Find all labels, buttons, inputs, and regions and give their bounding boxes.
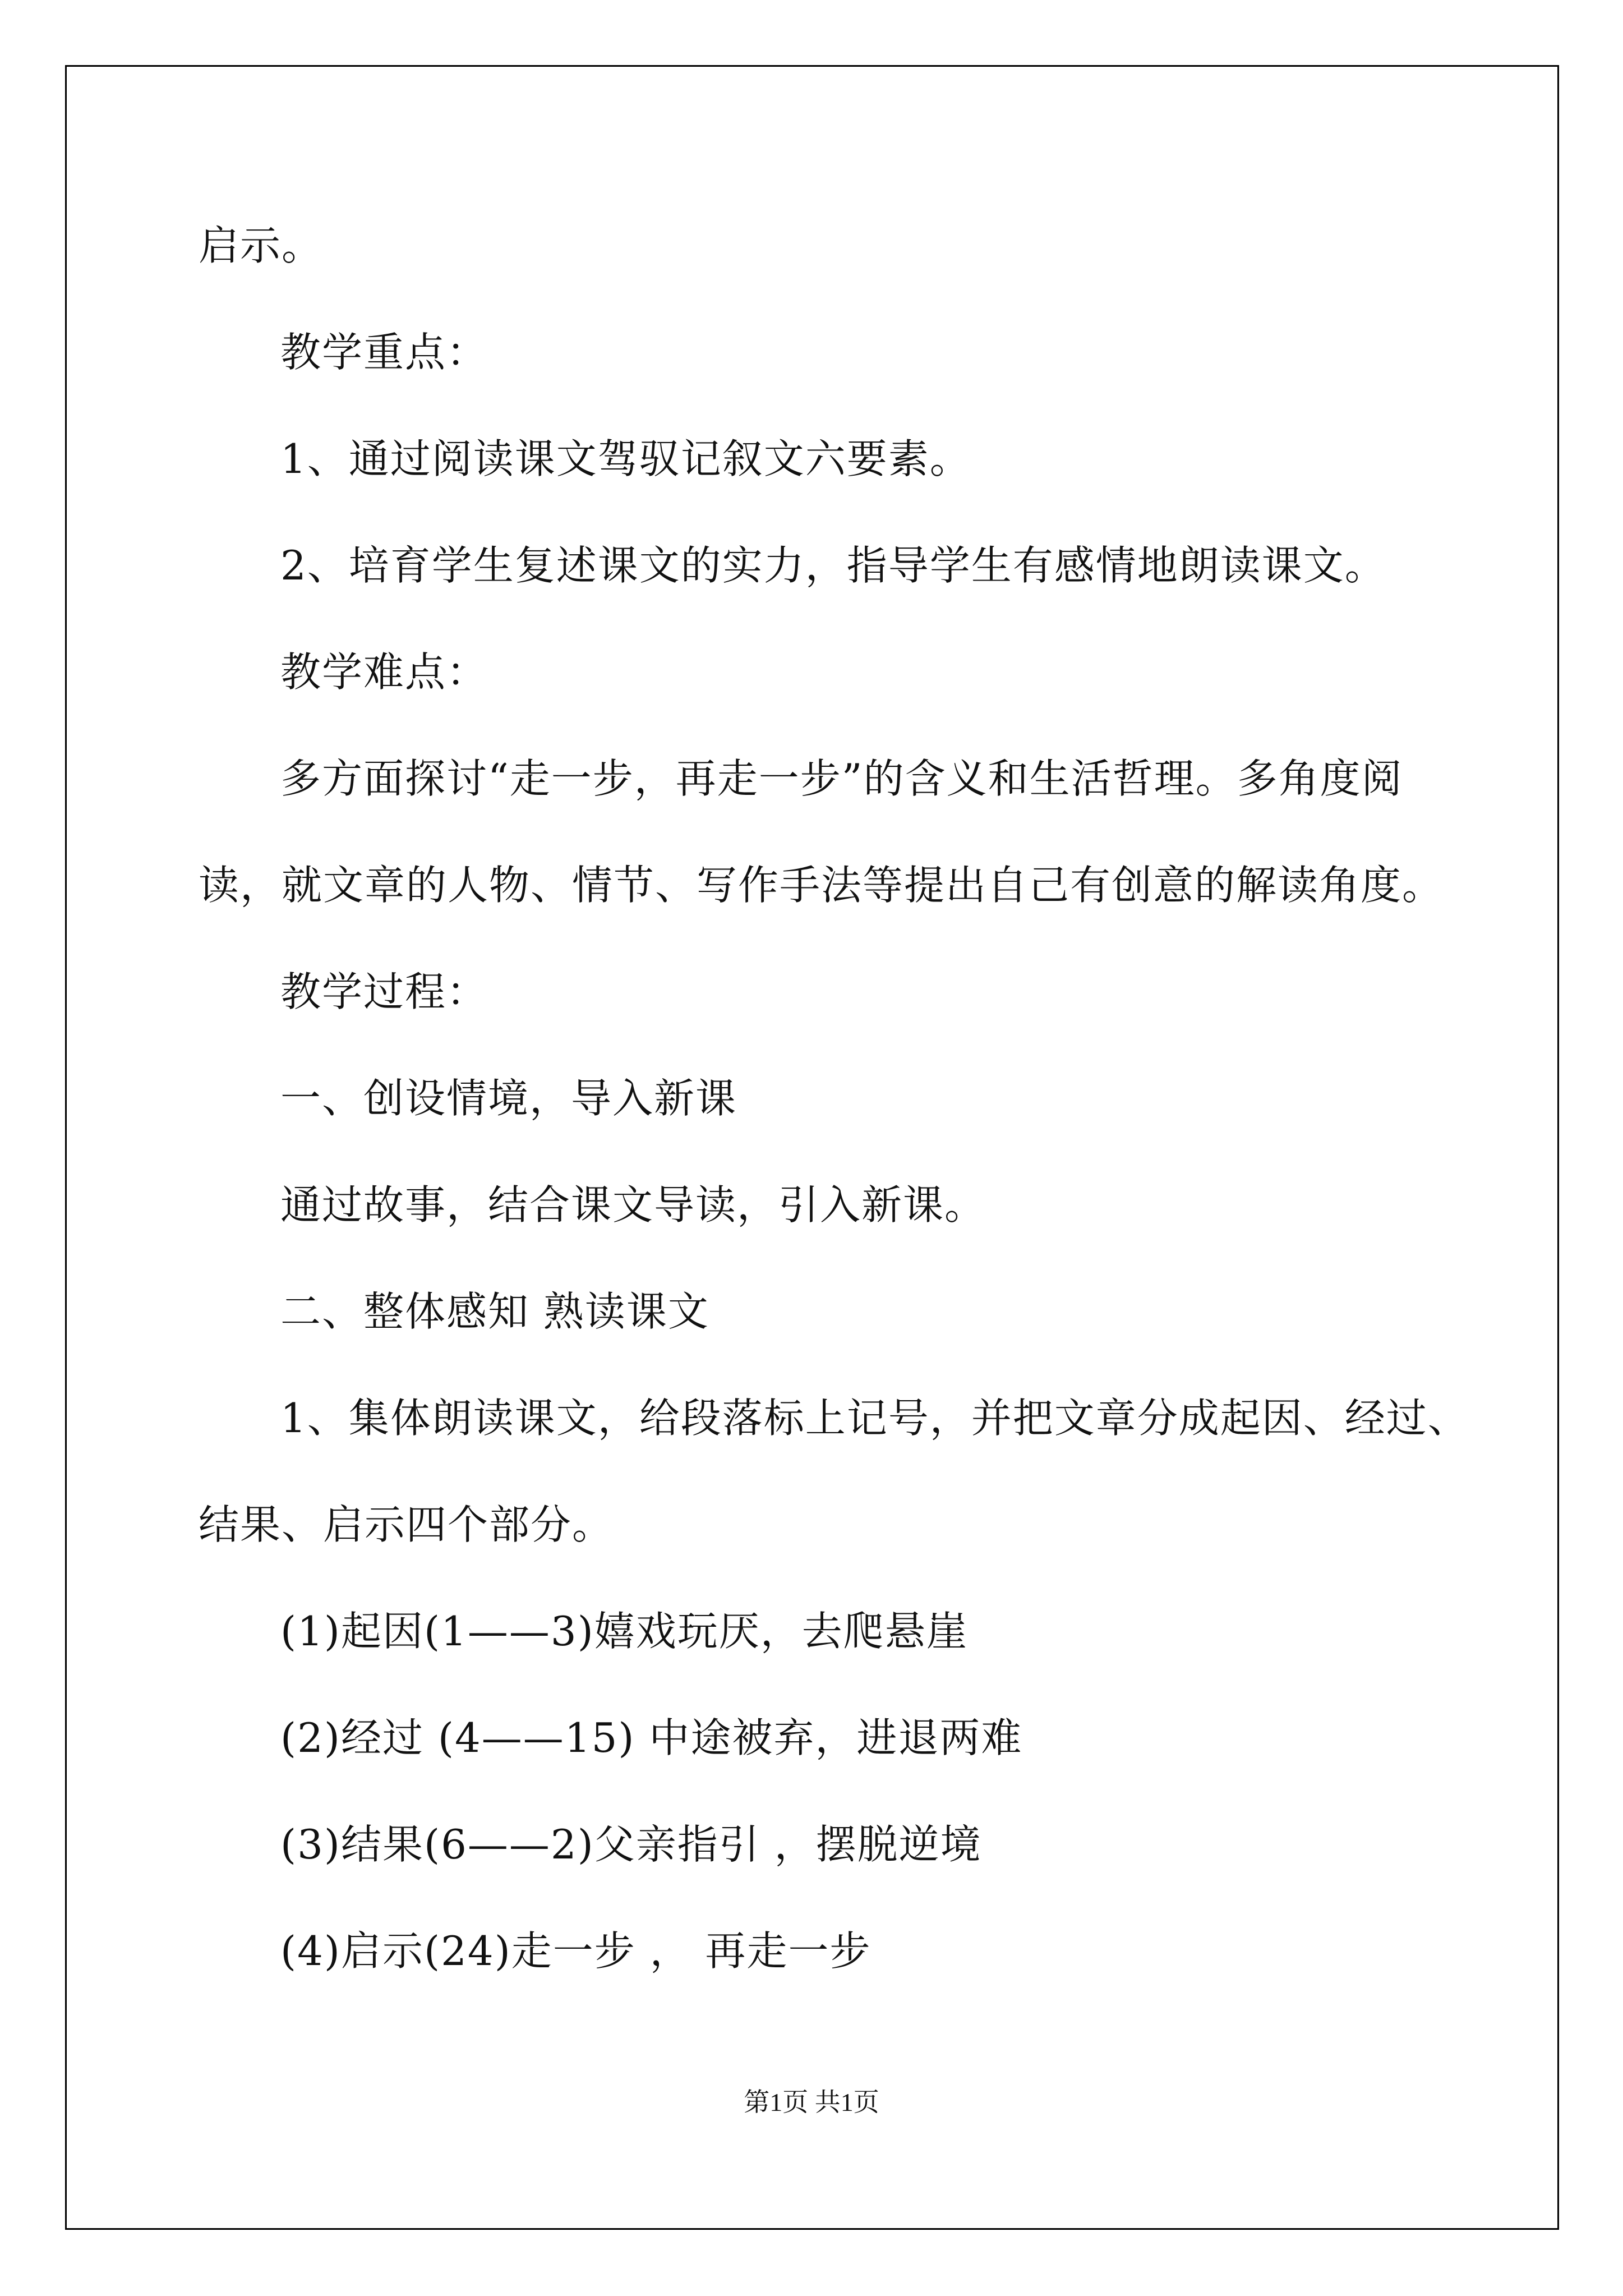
text-line: (4)启示(24)走一步 ， 再走一步 [280,1927,872,1975]
text-line: 二、整体感知 熟读课文 [280,1288,709,1335]
text-line: 1、集体朗读课文，给段落标上记号，并把文章分成起因、经过、 [280,1395,1469,1442]
page-number-footer: 第1页 共1页 [744,2088,879,2116]
text-line: (1)起因(1——3)嬉戏玩厌，去爬悬崖 [280,1608,968,1655]
text-line: (3)结果(6——2)父亲指引 ，摆脱逆境 [280,1821,982,1868]
text-line: 教学过程： [280,968,488,1015]
text-line: 启示。 [199,222,324,269]
text-line: (2)经过 (4——15) 中途被弃，进退两难 [280,1714,1023,1761]
text-line: 教学重点： [280,329,488,376]
text-line: 多方面探讨“走一步，再走一步”的含义和生活哲理。多角度阅 [280,755,1403,802]
text-line: 2、培育学生复述课文的实力，指导学生有感情地朗读课文。 [280,542,1386,589]
page-border [65,65,1559,2230]
text-line: 一、创设情境，导入新课 [280,1075,737,1122]
text-line: 通过故事，结合课文导读，引入新课。 [280,1181,986,1228]
text-line: 教学难点： [280,648,488,696]
text-line: 结果、启示四个部分。 [199,1501,614,1548]
text-line: 读，就文章的人物、情节、写作手法等提出自己有创意的解读角度。 [199,862,1444,909]
text-line: 1、通过阅读课文驾驭记叙文六要素。 [280,435,971,482]
